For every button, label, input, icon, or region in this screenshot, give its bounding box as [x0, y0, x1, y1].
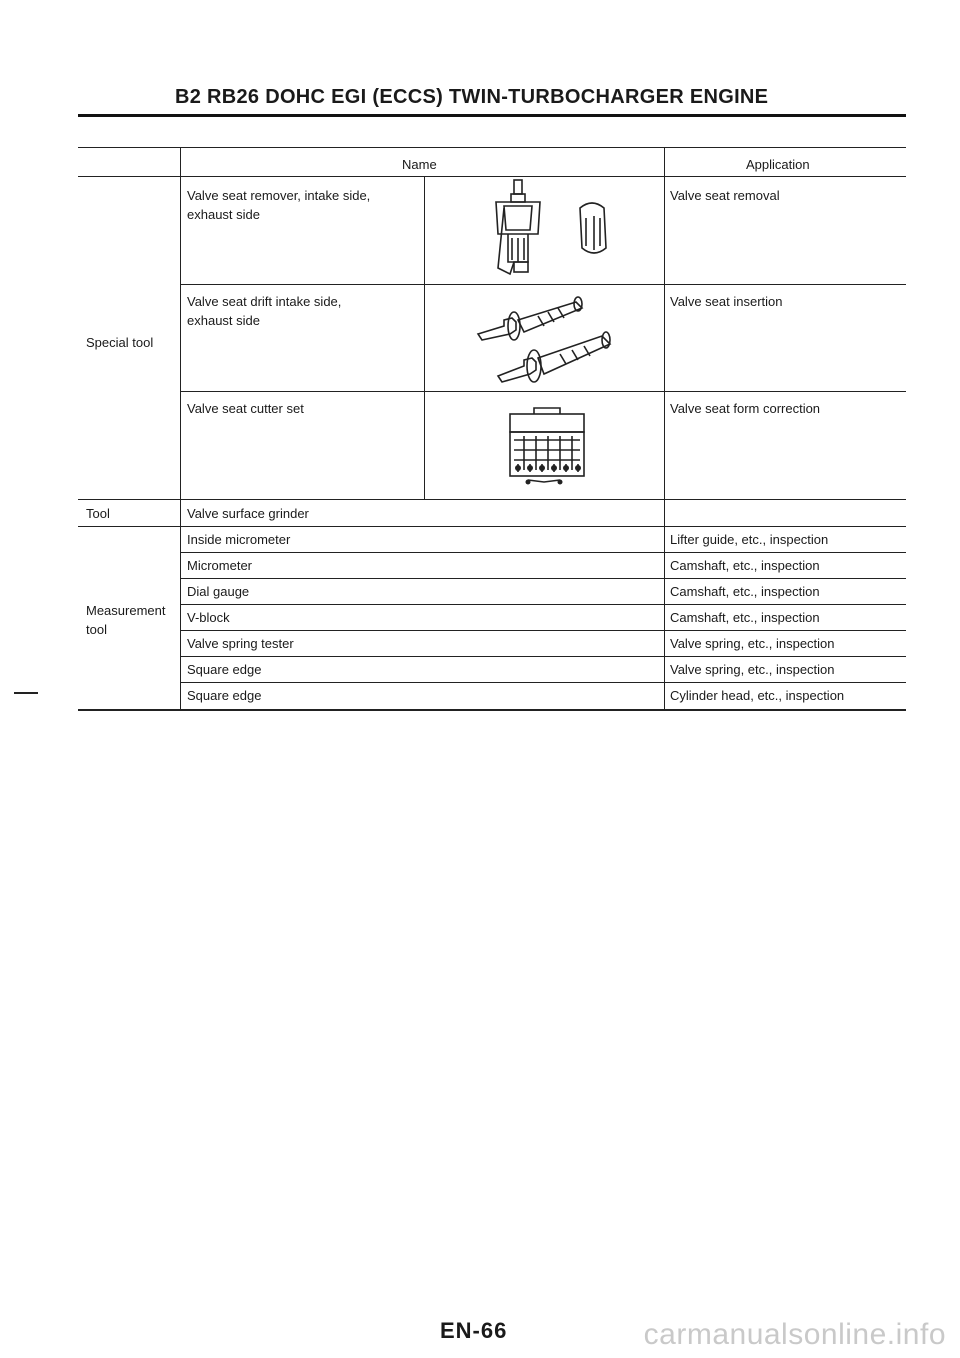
table-bottom-line — [78, 709, 906, 711]
col-divider-left — [180, 147, 181, 711]
watermark: carmanualsonline.info — [643, 1318, 946, 1351]
measurement-tool-application: Valve spring, etc., inspection — [670, 662, 835, 677]
row-divider — [180, 630, 906, 631]
measurement-tool-application: Camshaft, etc., inspection — [670, 584, 820, 599]
row-divider — [180, 391, 906, 392]
cutter-set-case-icon — [504, 400, 594, 490]
header-name: Name — [402, 157, 437, 172]
row-divider — [180, 552, 906, 553]
page-number: EN-66 — [440, 1318, 508, 1343]
group-tool: Tool — [86, 506, 110, 521]
measurement-tool-application: Camshaft, etc., inspection — [670, 558, 820, 573]
special-tool-application: Valve seat insertion — [670, 294, 783, 309]
measurement-tool-name: Square edge — [187, 688, 262, 703]
tool-name: Valve surface grinder — [187, 506, 309, 521]
row-divider — [180, 284, 906, 285]
valve-seat-remover-icon — [484, 178, 614, 282]
special-tool-name: Valve seat cutter set — [187, 401, 304, 416]
special-tool-application: Valve seat form correction — [670, 401, 821, 416]
margin-mark — [14, 692, 38, 694]
measurement-tool-name: Valve spring tester — [187, 636, 294, 651]
measurement-tool-application: Cylinder head, etc., inspection — [670, 688, 845, 703]
special-tool-application: Valve seat removal — [670, 188, 780, 203]
row-divider — [180, 656, 906, 657]
table-top-line — [78, 147, 906, 148]
measurement-tool-name: Inside micrometer — [187, 532, 291, 547]
special-tool-name: Valve seat drift intake side, exhaust side — [187, 294, 342, 328]
measurement-tool-application: Camshaft, etc., inspection — [670, 610, 820, 625]
measurement-tool-name: Square edge — [187, 662, 262, 677]
header-application: Application — [746, 157, 810, 172]
valve-seat-drift-icon — [468, 290, 638, 388]
row-divider — [78, 526, 906, 527]
measurement-tool-name: Micrometer — [187, 558, 253, 573]
group-special-tool: Special tool — [86, 335, 154, 350]
image-col-divider — [424, 176, 425, 499]
measurement-tool-name: V-block — [187, 610, 230, 625]
measurement-tool-application: Valve spring, etc., inspection — [670, 636, 835, 651]
row-divider — [180, 682, 906, 683]
row-divider — [180, 604, 906, 605]
page-title: B2 RB26 DOHC EGI (ECCS) TWIN-TURBOCHARGER ENGINE — [175, 86, 769, 108]
group-measurement-tool: Measurement tool — [86, 603, 166, 637]
row-divider — [78, 499, 906, 500]
special-tool-name: Valve seat remover, intake side, exhaust side — [187, 188, 371, 222]
measurement-tool-name: Dial gauge — [187, 584, 250, 599]
col-divider-right — [664, 147, 665, 711]
row-divider — [180, 578, 906, 579]
measurement-tool-application: Lifter guide, etc., inspection — [670, 532, 829, 547]
title-rule — [78, 114, 906, 117]
header-bottom-line — [78, 176, 906, 177]
